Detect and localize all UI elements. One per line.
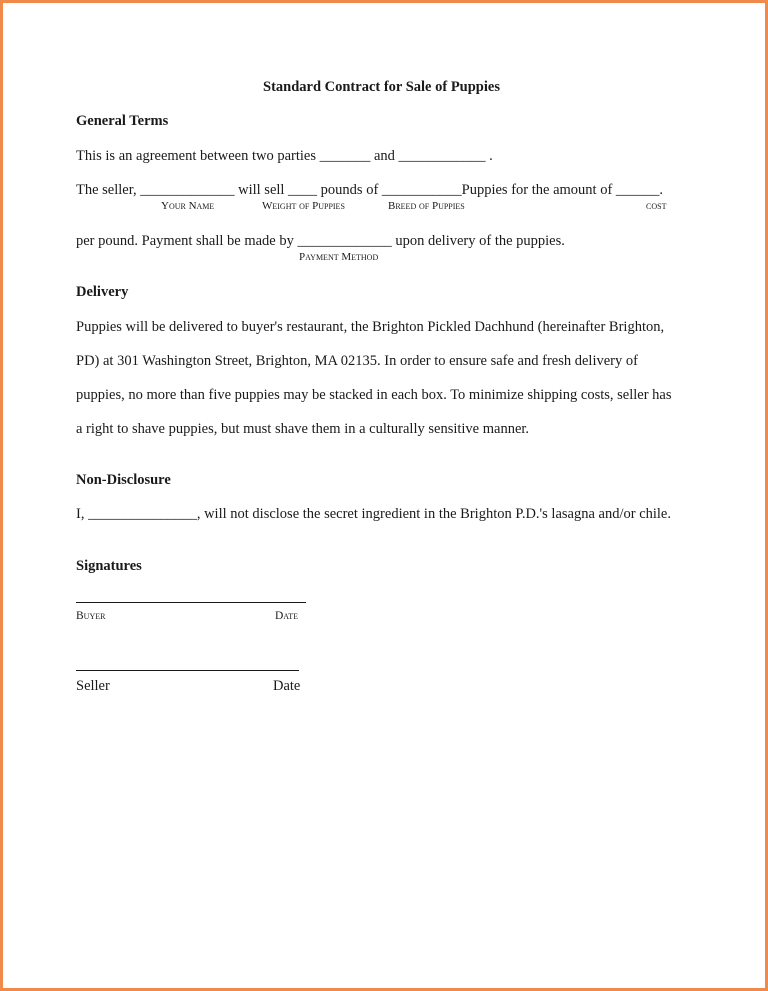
- agreement-parties-line: This is an agreement between two parties _______ and ____________ .: [76, 148, 493, 164]
- buyer-signature-line: [76, 602, 306, 603]
- non-disclosure-heading: Non-Disclosure: [76, 472, 171, 488]
- general-terms-heading: General Terms: [76, 113, 169, 129]
- document-title: Standard Contract for Sale of Puppies: [263, 79, 500, 95]
- cost-label: cost: [646, 200, 667, 212]
- delivery-line: Puppies will be delivered to buyer's restaurant, the Brighton Pickled Dachhund (hereinafter Brighton,: [76, 319, 665, 335]
- seller-label: Seller: [76, 678, 110, 694]
- payment-line: per pound. Payment shall be made by _____________ upon delivery of the puppies.: [76, 233, 565, 249]
- delivery-line: PD) at 301 Washington Street, Brighton, MA 02135. In order to ensure safe and fresh delivery of: [76, 353, 638, 369]
- payment-method-label: Payment Method: [299, 251, 379, 263]
- delivery-heading: Delivery: [76, 284, 129, 300]
- your-name-label: Your Name: [161, 200, 215, 212]
- seller-signature-line: [76, 670, 299, 671]
- non-disclosure-line: I, _______________, will not disclose the secret ingredient in the Brighton P.D.'s lasagna and/or chile.: [76, 506, 671, 522]
- signatures-heading: Signatures: [76, 558, 142, 574]
- breed-label: Breed of Puppies: [388, 200, 465, 212]
- delivery-line: a right to shave puppies, but must shave them in a culturally sensitive manner.: [76, 421, 530, 437]
- seller-date-label: Date: [273, 678, 301, 694]
- buyer-label: Buyer: [76, 610, 106, 622]
- weight-label: Weight of Puppies: [262, 200, 345, 212]
- seller-line: The seller, _____________ will sell ____ pounds of ___________Puppies for the amount of ______.: [76, 182, 664, 198]
- buyer-date-label: Date: [275, 610, 298, 622]
- delivery-line: puppies, no more than five puppies may be stacked in each box. To minimize shipping costs, seller has: [76, 387, 672, 403]
